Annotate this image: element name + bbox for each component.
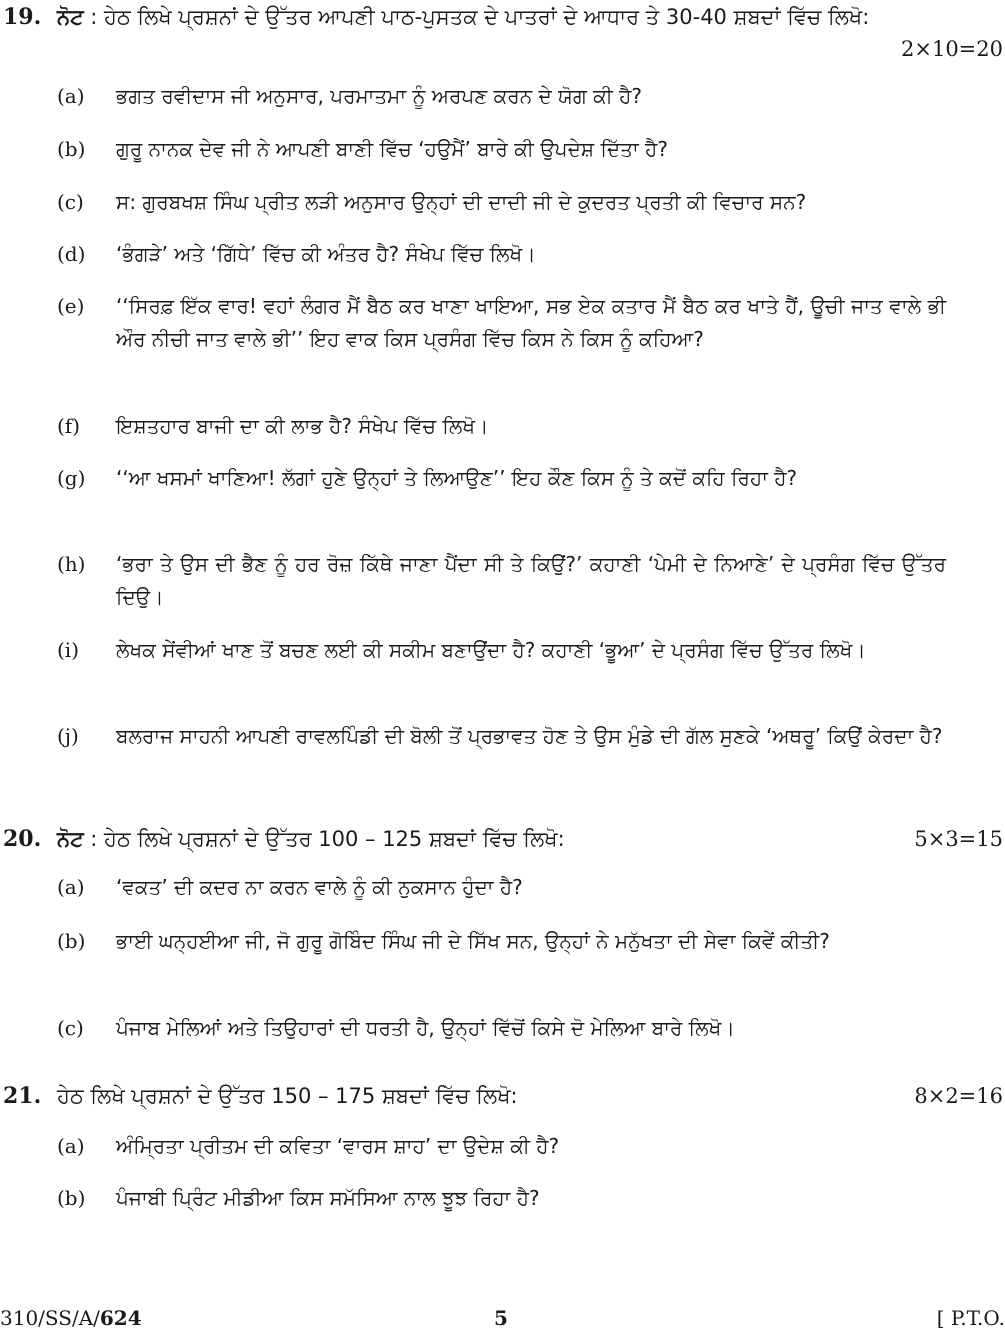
item-text: ‘ਭੰਗੜੇ’ ਅਤੇ ‘ਗਿੱਧੇ’ ਵਿੱਚ ਕੀ ਅੰਤਰ ਹੈ? ਸੰਖੇਪ ਵਿੱਚ ਲਿਖੋ।	[116, 242, 536, 266]
item-text: ‘‘ਸਿਰਫ਼ ਇੱਕ ਵਾਰ! ਵਹਾਂ ਲੰਗਰ ਮੈਂ ਬੈਠ ਕਰ ਖਾਣਾ ਖਾਇਆ, ਸਭ ਏਕ ਕਤਾਰ ਮੈਂ ਬੈਠ ਕਰ ਖਾਤੇ ਹੈਂ, ਊਚੀ ਜਾਤ ਵਾਲੇ ਭੀ ਔਰ ਨੀਚੀ ਜਾਤ ਵਾਲੇ ਭੀ’’ ਇਹ ਵਾਕ ਕਿਸ ਪ੍ਰਸੰਗ ਵਿੱਚ ਕਿਸ ਨੇ ਕਿਸ ਨੂੰ ਕਹਿਆ?	[116, 294, 946, 351]
question-21-instruction: ਹੇਠ ਲਿਖੇ ਪ੍ਰਸ਼ਨਾਂ ਦੇ ਉੱਤਰ 150 – 175 ਸ਼ਬਦਾਂ ਵਿੱਚ ਲਿਖੋ:	[57, 1084, 518, 1108]
question-20-instruction	[57, 822, 947, 856]
item-label: (d)	[57, 242, 86, 266]
item-label: (b)	[57, 137, 86, 161]
question-20-marks: 5×3=15	[914, 827, 1003, 851]
question-19-header	[0, 0, 1005, 70]
paper-code-number: 624	[99, 1306, 142, 1330]
item-text: ‘‘ਆ ਖਸਮਾਂ ਖਾਣਿਆ! ਲੱਗਾਂ ਹੁਣੇ ਉਨ੍ਹਾਂ ਤੇ ਲਿਆਉਣ’’ ਇਹ ਕੌਣ ਕਿਸ ਨੂੰ ਤੇ ਕਦੋਂ ਕਹਿ ਰਿਹਾ ਹੈ?	[116, 466, 798, 490]
item-text: ਇਸ਼ਤਹਾਰ ਬਾਜੀ ਦਾ ਕੀ ਲਾਭ ਹੈ? ਸੰਖੇਪ ਵਿੱਚ ਲਿਖੋ।	[116, 414, 489, 438]
item-text: ‘ਭਰਾ ਤੇ ਉਸ ਦੀ ਭੈਣ ਨੂੰ ਹਰ ਰੋਜ਼ ਕਿੱਥੇ ਜਾਣਾ ਪੈਂਦਾ ਸੀ ਤੇ ਕਿਉਂ?’ ਕਹਾਣੀ ‘ਪੇਮੀ ਦੇ ਨਿਆਣੇ’ ਦੇ ਪ੍ਰਸੰਗ ਵਿੱਚ ਉੱਤਰ ਦਿਉ।	[116, 552, 946, 609]
item-text: ਪੰਜਾਬ ਮੇਲਿਆਂ ਅਤੇ ਤਿਉਹਾਰਾਂ ਦੀ ਧਰਤੀ ਹੈ, ਉਨ੍ਹਾਂ ਵਿੱਚੋਂ ਕਿਸੇ ਦੋ ਮੇਲਿਆ ਬਾਰੇ ਲਿਖੋ।	[116, 1016, 735, 1040]
item-label: (f)	[57, 414, 81, 438]
item-label: (c)	[57, 190, 84, 214]
question-19-marks: 2×10=20	[901, 37, 1003, 61]
question-21-marks: 8×2=16	[914, 1084, 1003, 1108]
question-19-number: 19.	[3, 4, 42, 30]
item-text: ਅੰਮ੍ਰਿਤਾ ਪ੍ਰੀਤਮ ਦੀ ਕਵਿਤਾ ‘ਵਾਰਸ ਸ਼ਾਹ’ ਦਾ ਉਦੇਸ਼ ਕੀ ਹੈ?	[116, 1134, 560, 1158]
question-20-note-label: ਨੋਟ	[57, 827, 84, 851]
question-20-instruction-text: : ਹੇਠ ਲਿਖੇ ਪ੍ਰਸ਼ਨਾਂ ਦੇ ਉੱਤਰ 100 – 125 ਸ਼ਬਦਾਂ ਵਿੱਚ ਲਿਖੋ:	[83, 827, 565, 851]
paper-code	[0, 1306, 142, 1330]
item-label: (a)	[57, 84, 85, 108]
paper-code-prefix: 310/SS/A/	[0, 1306, 100, 1330]
item-text: ਗੁਰੂ ਨਾਨਕ ਦੇਵ ਜੀ ਨੇ ਆਪਣੀ ਬਾਣੀ ਵਿੱਚ ‘ਹਉਮੈਂ’ ਬਾਰੇ ਕੀ ਉਪਦੇਸ਼ ਦਿੱਤਾ ਹੈ?	[116, 137, 668, 161]
item-label: (i)	[57, 638, 80, 662]
question-21-number: 21.	[3, 1083, 42, 1109]
item-label: (a)	[57, 1134, 85, 1158]
item-text: ਪੰਜਾਬੀ ਪ੍ਰਿੰਟ ਮੀਡੀਆ ਕਿਸ ਸਮੱਸਿਆ ਨਾਲ ਝੂਝ ਰਿਹਾ ਹੈ?	[116, 1186, 540, 1210]
question-21-header	[0, 1079, 1005, 1113]
item-label: (a)	[57, 875, 85, 899]
question-20-header	[0, 822, 1005, 856]
item-text: ਬਲਰਾਜ ਸਾਹਨੀ ਆਪਣੀ ਰਾਵਲਪਿੰਡੀ ਦੀ ਬੋਲੀ ਤੋਂ ਪ੍ਰਭਾਵਤ ਹੋਣ ਤੇ ਉਸ ਮੁੰਡੇ ਦੀ ਗੱਲ ਸੁਣਕੇ ‘ਅਥਰੂ’ ਕਿਉਂ ਕੇਰਦਾ ਹੈ?	[116, 724, 943, 748]
item-text: ਭਗਤ ਰਵੀਦਾਸ ਜੀ ਅਨੁਸਾਰ, ਪਰਮਾਤਮਾ ਨੂੰ ਅਰਪਣ ਕਰਨ ਦੇ ਯੋਗ ਕੀ ਹੈ?	[116, 84, 643, 108]
item-label: (b)	[57, 1186, 86, 1210]
item-text: ਲੇਖਕ ਸੇਂਵੀਆਂ ਖਾਣ ਤੋਂ ਬਚਣ ਲਈ ਕੀ ਸਕੀਮ ਬਣਾਉਂਦਾ ਹੈ? ਕਹਾਣੀ ‘ਭੂਆ’ ਦੇ ਪ੍ਰਸੰਗ ਵਿੱਚ ਉੱਤਰ ਲਿਖੋ।	[116, 638, 866, 662]
question-19-note-label: ਨੋਟ	[57, 5, 84, 29]
item-label: (c)	[57, 1016, 84, 1040]
question-19-instruction	[57, 0, 947, 34]
item-text: ਸ: ਗੁਰਬਖਸ਼ ਸਿੰਘ ਪ੍ਰੀਤ ਲੜੀ ਅਨੁਸਾਰ ਉਨ੍ਹਾਂ ਦੀ ਦਾਦੀ ਜੀ ਦੇ ਕੁਦਰਤ ਪ੍ਰਤੀ ਕੀ ਵਿਚਾਰ ਸਨ?	[116, 190, 807, 214]
item-label: (e)	[57, 294, 85, 318]
item-label: (j)	[57, 724, 79, 748]
question-20-number: 20.	[3, 826, 42, 852]
item-label: (b)	[57, 929, 86, 953]
item-text: ‘ਵਕਤ’ ਦੀ ਕਦਰ ਨਾ ਕਰਨ ਵਾਲੇ ਨੂੰ ਕੀ ਨੁਕਸਾਨ ਹੁੰਦਾ ਹੈ?	[116, 875, 523, 899]
question-19-instruction-text: : ਹੇਠ ਲਿਖੇ ਪ੍ਰਸ਼ਨਾਂ ਦੇ ਉੱਤਰ ਆਪਣੀ ਪਾਠ-ਪੁਸਤਕ ਦੇ ਪਾਤਰਾਂ ਦੇ ਆਧਾਰ ਤੇ 30-40 ਸ਼ਬਦਾਂ ਵਿੱਚ ਲਿਖੋ:	[83, 5, 870, 29]
page-number: 5	[494, 1306, 508, 1330]
item-text: ਭਾਈ ਘਨ੍ਹਈਆ ਜੀ, ਜੋ ਗੁਰੂ ਗੋਬਿੰਦ ਸਿੰਘ ਜੀ ਦੇ ਸਿੱਖ ਸਨ, ਉਨ੍ਹਾਂ ਨੇ ਮਨੁੱਖਤਾ ਦੀ ਸੇਵਾ ਕਿਵੇਂ ਕੀਤੀ?	[116, 929, 830, 953]
item-label: (g)	[57, 466, 86, 490]
pto-label: [ P.T.O.	[936, 1306, 1005, 1330]
item-label: (h)	[57, 552, 86, 576]
